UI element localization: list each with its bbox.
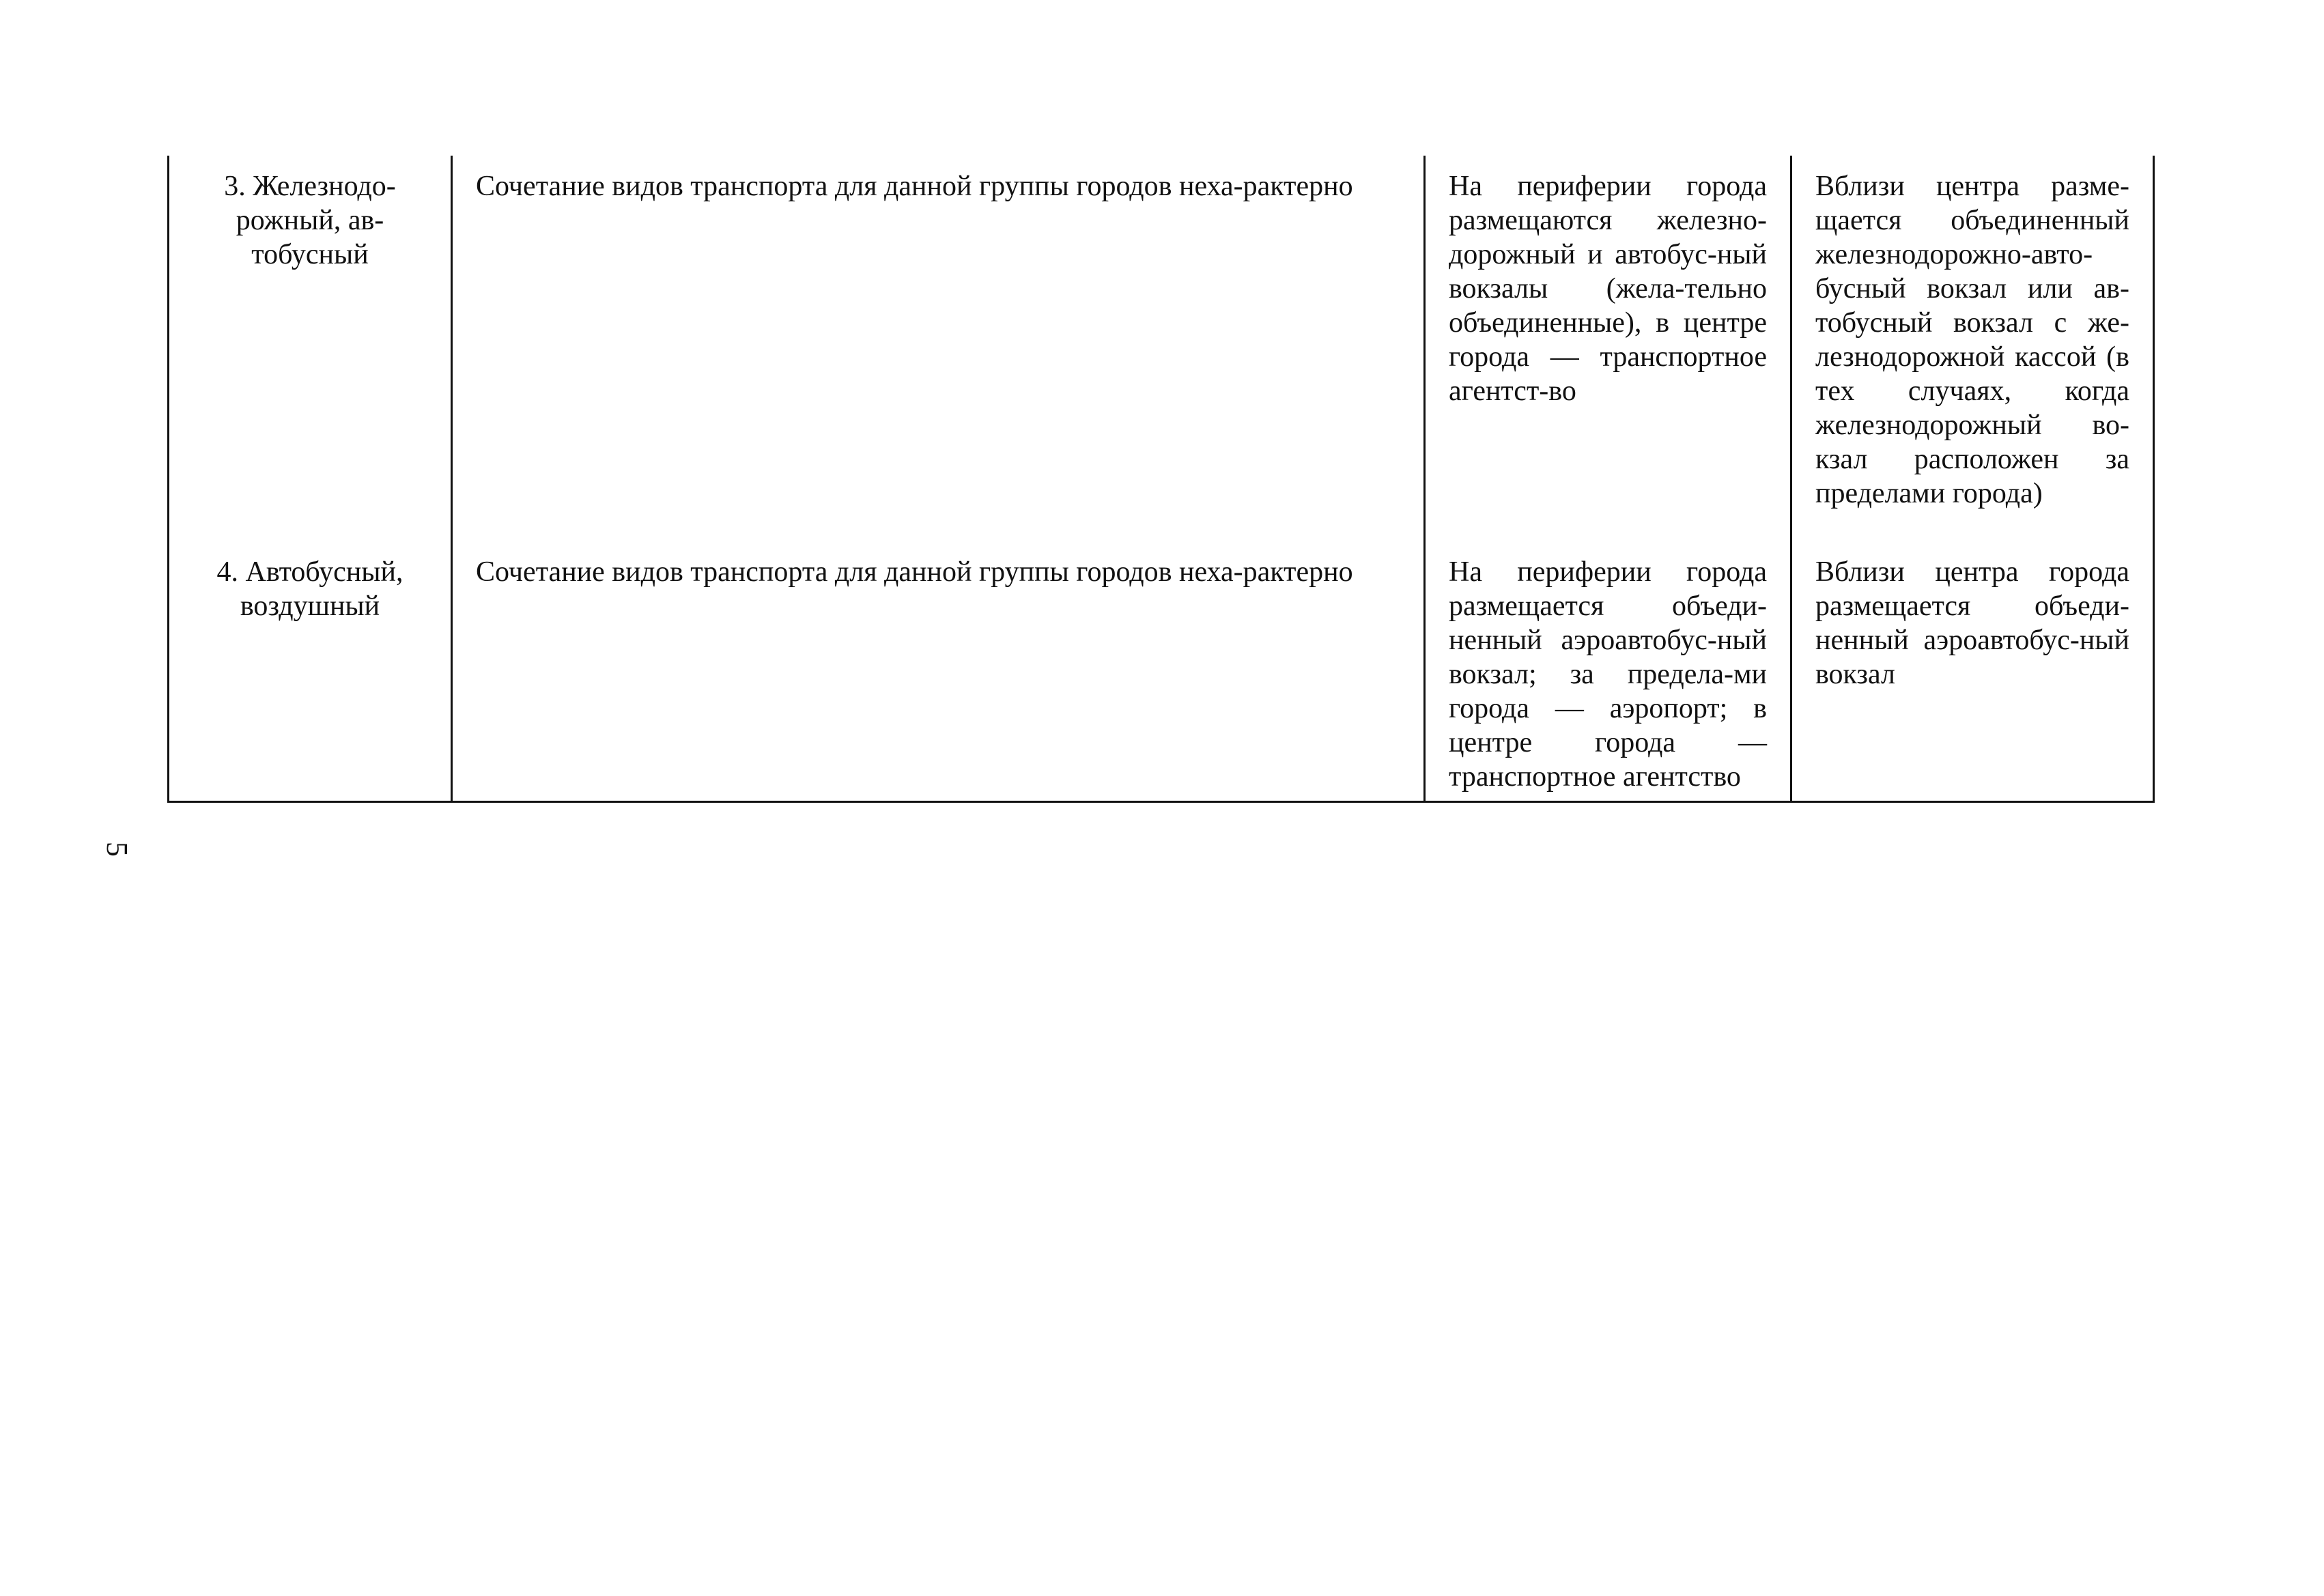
cell-transport-type: 3. Железнодо-рожный, ав-тобусный xyxy=(169,156,452,541)
table-row xyxy=(169,541,2154,802)
cell-periphery: На периферии города размещается объеди-ненный аэроавтобус-ный вокзал; за предела-ми города — аэропорт; в центре города — транспортное агентство xyxy=(1425,541,1791,802)
table-row xyxy=(169,156,2154,541)
cell-center: Вблизи центра города размещается объеди-ненный аэроавтобус-ный вокзал xyxy=(1791,541,2154,802)
page-number: 5 xyxy=(100,842,134,857)
cell-center: Вблизи центра разме-щается объединенный железнодорожно-авто-бусный вокзал или ав-тобусный вокзал с же-лезнодорожной кассой (в тех случаях, когда железнодорожный во-кзал расположен за пределами города) xyxy=(1791,156,2154,541)
transport-table xyxy=(167,156,2155,803)
cell-periphery: На периферии города размещаются железно-дорожный и автобус-ный вокзалы (жела-тельно объединенные), в центре города — транспортное агентст-во xyxy=(1425,156,1791,541)
cell-combination: Сочетание видов транспорта для данной группы городов неха-рактерно xyxy=(452,156,1425,541)
cell-transport-type: 4. Автобусный, воздушный xyxy=(169,541,452,802)
cell-combination: Сочетание видов транспорта для данной группы городов неха-рактерно xyxy=(452,541,1425,802)
